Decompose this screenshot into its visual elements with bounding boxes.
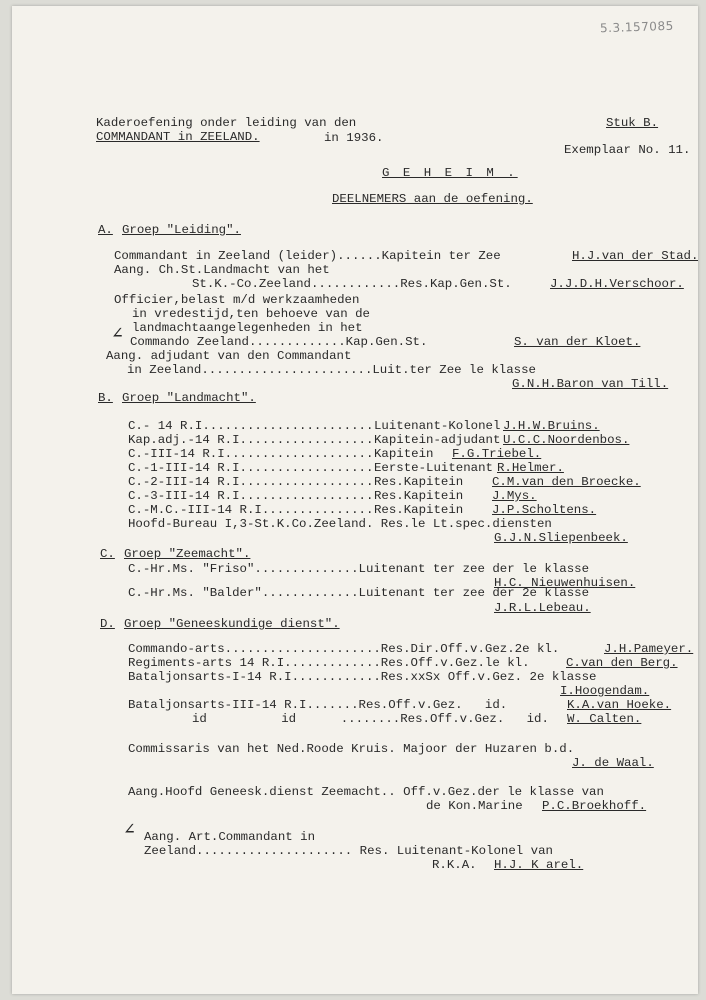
b-hoofd-bureau-name: G.J.N.Sliepenbeek.: [494, 531, 628, 545]
exemplaar-label: Exemplaar No. 11.: [564, 143, 691, 157]
b-name-2: U.C.C.Noordenbos.: [503, 433, 630, 447]
d-name-7: P.C.Broekhoff.: [542, 799, 647, 813]
b-rank-2: Kapitein-adjudant: [374, 433, 501, 447]
b-name-1: J.H.W.Bruins.: [503, 419, 600, 433]
b-rank-6: Res.Kapitein: [374, 489, 464, 503]
b-unit-1: C.- 14 R.I.......................: [128, 419, 374, 433]
d-line-3: Bataljonsarts-I-14 R.I............Res.xxSx Off.v.Gez. 2e klasse: [128, 670, 597, 684]
d-line-5: id id ........Res.Off.v.Gez. id.: [192, 712, 549, 726]
b-name-5: C.M.van den Broecke.: [492, 475, 641, 489]
margin-mark-d: ∠: [124, 821, 135, 841]
a-line-9: in Zeeland.......................Luit.ter Zee le klasse: [127, 363, 536, 377]
c-name-2: J.R.L.Lebeau.: [494, 601, 591, 615]
d-line-8: Aang. Art.Commandant in: [144, 830, 316, 844]
d-name-3: I.Hoogendam.: [560, 684, 650, 698]
b-rank-1: Luitenant-Kolonel: [374, 419, 501, 433]
stuk-label: Stuk B.: [606, 116, 659, 130]
b-name-7: J.P.Scholtens.: [492, 503, 597, 517]
b-rank-3: Kapitein: [374, 447, 434, 461]
d-line-8b: Zeeland..................... Res. Luitenant-Kolonel van: [144, 844, 553, 858]
d-line-8c: R.K.A.: [432, 858, 477, 872]
a-line-5: in vredestijd,ten behoeve van de: [132, 307, 370, 321]
section-c-prefix: C.: [100, 547, 115, 561]
a-name-10: G.N.H.Baron van Till.: [512, 377, 669, 391]
b-rank-4: Eerste-Luitenant: [374, 461, 493, 475]
b-unit-4: C.-1-III-14 R.I..................: [128, 461, 374, 475]
d-line-4: Bataljonsarts-III-14 R.I.......Res.Off.v.Gez. id.: [128, 698, 508, 712]
d-name-5: W. Calten.: [567, 712, 642, 726]
b-name-4: R.Helmer.: [497, 461, 564, 475]
b-unit-6: C.-3-III-14 R.I..................: [128, 489, 374, 503]
a-name-1: H.J.van der Stad.: [572, 249, 698, 263]
d-line-7b: de Kon.Marine: [426, 799, 523, 813]
b-name-6: J.Mys.: [492, 489, 537, 503]
a-name-7: S. van der Kloet.: [514, 335, 641, 349]
section-d-title: Groep "Geneeskundige dienst".: [124, 617, 340, 631]
d-name-2: C.van den Berg.: [566, 656, 678, 670]
c-name-1: H.C. Nieuwenhuisen.: [494, 576, 636, 590]
a-line-6: landmachtaangelegenheden in het: [132, 321, 363, 335]
d-name-8: H.J. K arel.: [494, 858, 584, 872]
d-line-7: Aang.Hoofd Geneesk.dienst Zeemacht.. Off.v.Gez.der le klasse van: [128, 785, 604, 799]
a-line-4: Officier,belast m/d werkzaamheden: [114, 293, 360, 307]
a-line-1: Commandant in Zeeland (leider)......Kapitein ter Zee: [114, 249, 501, 263]
b-unit-5: C.-2-III-14 R.I..................: [128, 475, 374, 489]
participants-heading: DEELNEMERS aan de oefening.: [332, 192, 533, 206]
b-unit-7: C.-M.C.-III-14 R.I...............: [128, 503, 374, 517]
d-line-6: Commissaris van het Ned.Roode Kruis. Majoor der Huzaren b.d.: [128, 742, 575, 756]
a-name-3: J.J.D.H.Verschoor.: [550, 277, 684, 291]
section-a-title: Groep "Leiding".: [122, 223, 241, 237]
header-commander: COMMANDANT in ZEELAND.: [96, 130, 260, 144]
d-name-4: K.A.van Hoeke.: [567, 698, 672, 712]
section-a-prefix: A.: [98, 223, 113, 237]
section-c-title: Groep "Zeemacht".: [124, 547, 251, 561]
a-line-2: Aang. Ch.St.Landmacht van het: [114, 263, 330, 277]
a-line-8: Aang. adjudant van den Commandant: [106, 349, 352, 363]
d-name-6: J. de Waal.: [572, 756, 654, 770]
b-rank-5: Res.Kapitein: [374, 475, 464, 489]
header-line1: Kaderoefening onder leiding van den: [96, 116, 357, 130]
b-name-3: F.G.Triebel.: [452, 447, 542, 461]
document-page: [12, 6, 698, 994]
b-rank-7: Res.Kapitein: [374, 503, 464, 517]
b-unit-2: Kap.adj.-14 R.I..................: [128, 433, 374, 447]
a-line-7: Commando Zeeland.............Kap.Gen.St.: [130, 335, 428, 349]
header-year: in 1936.: [324, 131, 384, 145]
archive-number: 5.3.157085: [599, 18, 674, 36]
d-line-2: Regiments-arts 14 R.I.............Res.Off.v.Gez.le kl.: [128, 656, 530, 670]
section-d-prefix: D.: [100, 617, 115, 631]
margin-mark-a: ∠: [112, 325, 123, 345]
a-line-3: St.K.-Co.Zeeland............Res.Kap.Gen.St.: [192, 277, 512, 291]
secret-heading: G E H E I M .: [382, 166, 518, 180]
section-b-title: Groep "Landmacht".: [122, 391, 256, 405]
c-line-1: C.-Hr.Ms. "Friso"..............Luitenant ter zee der le klasse: [128, 562, 590, 576]
section-b-prefix: B.: [98, 391, 113, 405]
d-line-1: Commando-arts.....................Res.Dir.Off.v.Gez.2e kl.: [128, 642, 560, 656]
b-hoofd-bureau: Hoofd-Bureau I,3-St.K.Co.Zeeland. Res.le Lt.spec.diensten: [128, 517, 552, 531]
c-line-2: C.-Hr.Ms. "Balder".............Luitenant ter zee der 2e klasse: [128, 586, 590, 600]
d-name-1: J.H.Pameyer.: [604, 642, 694, 656]
b-unit-3: C.-III-14 R.I....................: [128, 447, 374, 461]
